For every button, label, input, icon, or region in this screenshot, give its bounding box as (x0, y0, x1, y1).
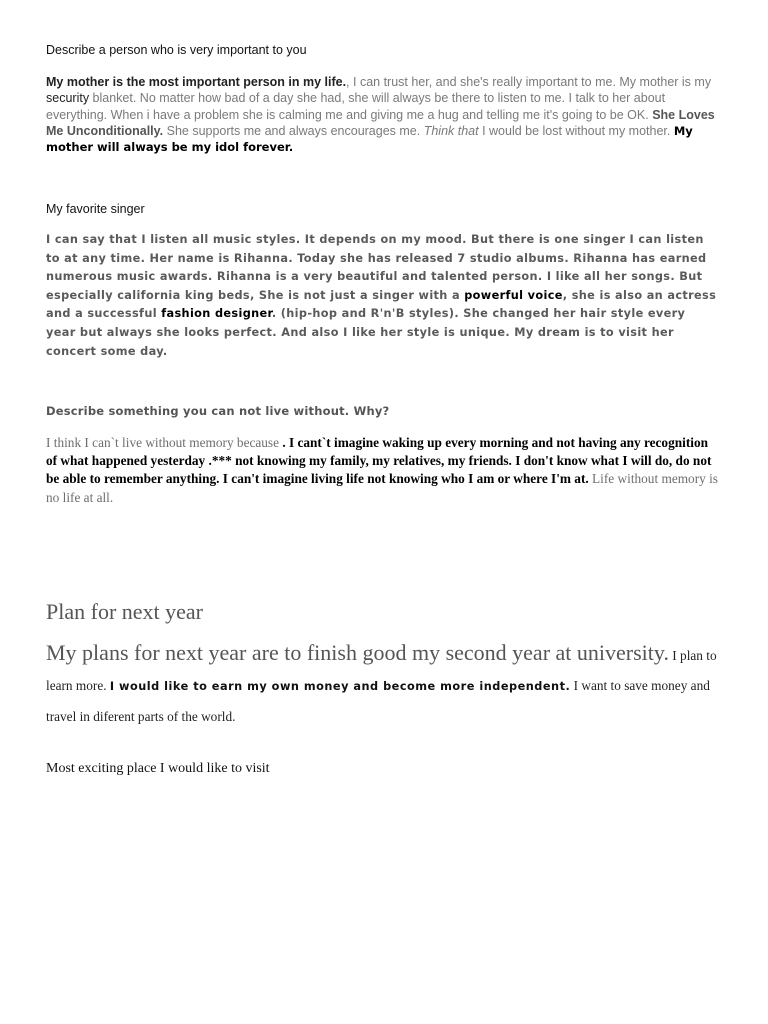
heading-cannot-live-without: Describe something you can not live without. Why? (46, 404, 390, 418)
text-span: . (hip-hop and R'n'B styles). She changed her hair style every year but always she looks perfect. And also I like her style is unique. My dream is to visit her concert some day. (46, 307, 686, 358)
text-span: I plan to learn more. (46, 648, 717, 693)
heading-favorite-singer: My favorite singer (46, 202, 145, 216)
text-span: security (46, 91, 90, 106)
paragraph-favorite-singer (46, 231, 718, 361)
text-span: She supports me and always encourages me. (163, 123, 424, 138)
text-span: She Loves Me Unconditionally. (46, 107, 715, 138)
text-span: . I cant`t imagine waking up every morning and not having any recognition of what happened yesterday .*** not knowing my family, my relatives, my friends. I don't know what I will do, do not be able to remember anything. I can't imagine living life not knowing who I am or where I'm at. (46, 435, 712, 487)
heading-plan-next-year: Plan for next year (46, 599, 203, 624)
text-span: blanket. No matter how bad of a day she had, she will always be there to listen to me. I talk to her about everything. When i have a problem she is calming me and giving me a hug and telling me it's going to be OK. (46, 91, 666, 122)
text-span: I would be lost without my mother. (478, 123, 674, 138)
text-span: My plans for next year are to finish good my second year at university. (46, 640, 669, 665)
text-span: I would like to earn my own money and become more independent. (109, 680, 571, 693)
paragraph-plan-next-year (46, 638, 718, 732)
text-span: Life without memory is no life at all. (46, 471, 718, 505)
text-span: , I can trust her, and she's really important to me. My mother is my (346, 75, 712, 89)
text-span: powerful voice (464, 288, 563, 302)
text-span: fashion designer (161, 307, 272, 321)
text-span: Think that (423, 123, 479, 138)
heading-important-person: Describe a person who is very important to you (46, 43, 307, 57)
text-span: I want to save money and travel in diferent parts of the world. (46, 678, 710, 724)
text-span: My mother will always be my idol forever. (46, 123, 693, 155)
text-span: My mother is the most important person in my life. (46, 75, 347, 89)
paragraph-important-person (46, 74, 718, 155)
text-span: I can say that I listen all music styles. It depends on my mood. But there is one singer I can listen to at any time. Her name is Rihanna. Today she has released 7 studio albums. Rihanna has earned numerous music awards. Rihanna is a very beautiful and talented person. I like all her songs. But especially california king beds, She is not just a singer with a (46, 233, 707, 302)
paragraph-cannot-live-without (46, 434, 718, 507)
text-span: I think I can`t live without memory because (46, 435, 279, 450)
heading-exciting-place: Most exciting place I would like to visit (46, 761, 270, 776)
text-span: , she is also an actress and a successful (46, 288, 717, 321)
